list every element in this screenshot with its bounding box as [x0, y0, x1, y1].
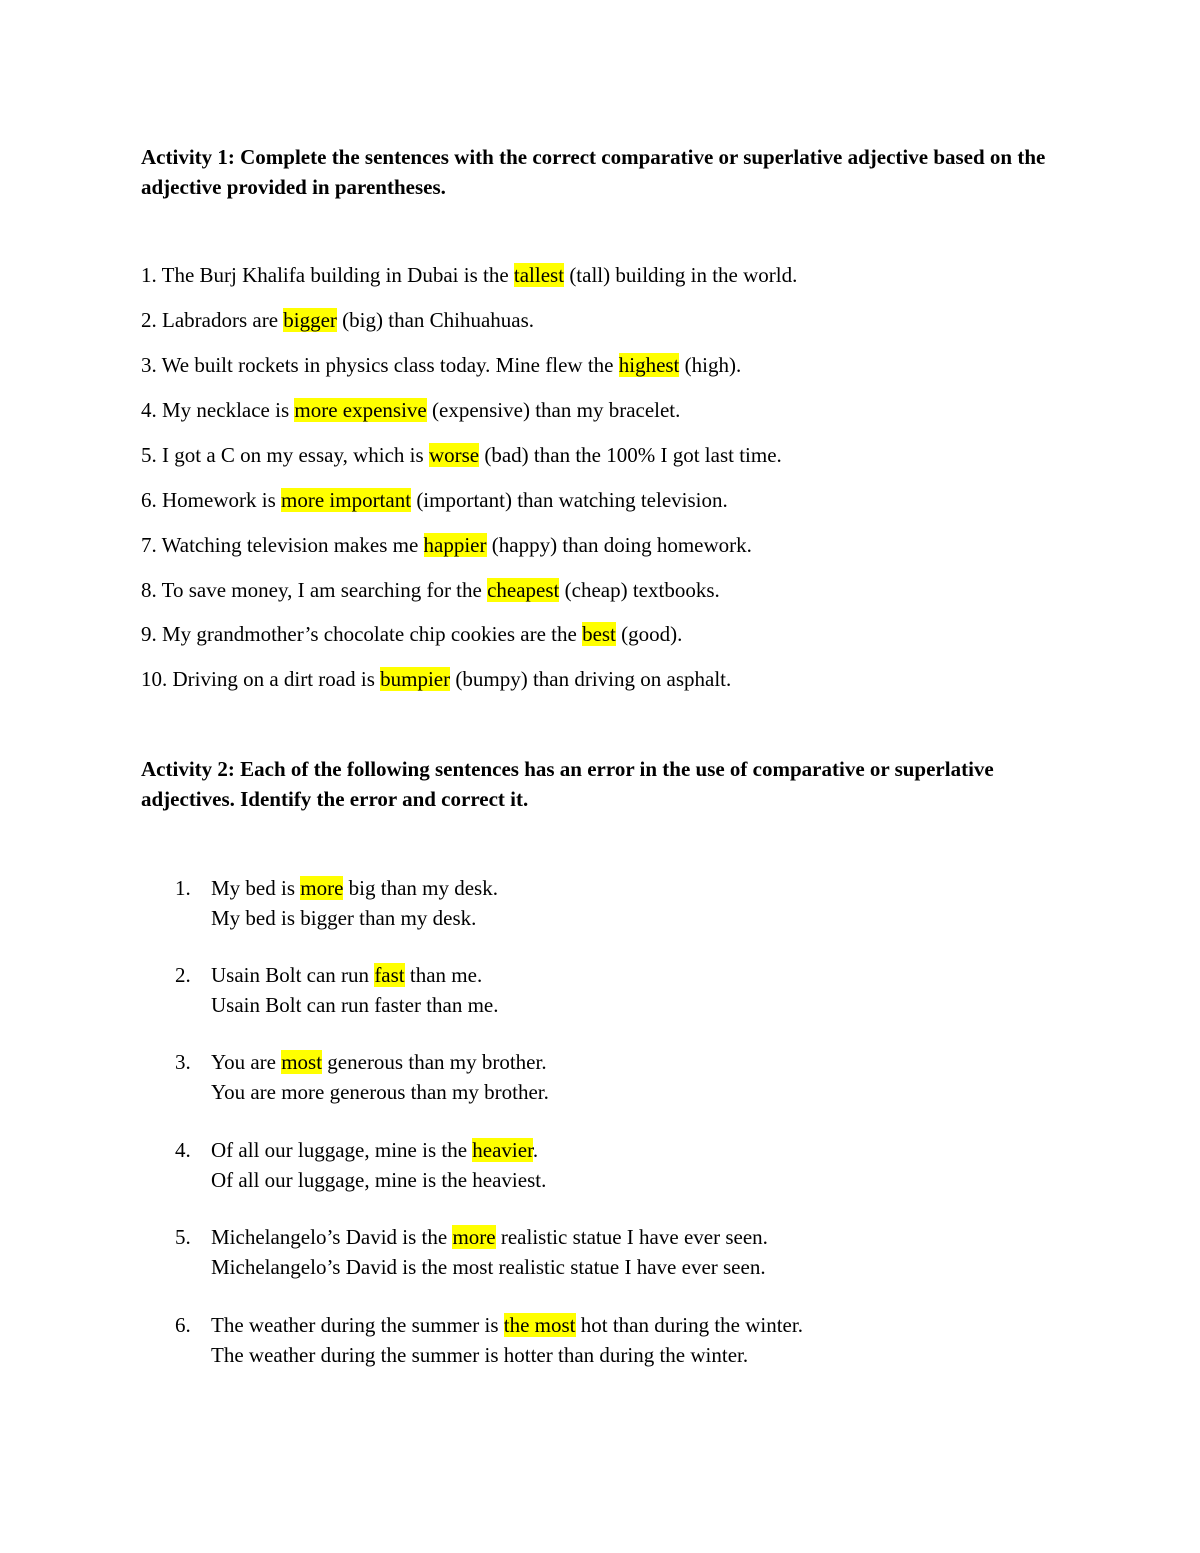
sentence-text: 9. My grandmother’s chocolate chip cookies are the: [141, 622, 583, 646]
sentence-text: (bad) than the 100% I got last time.: [479, 443, 782, 467]
sentence-text: .: [532, 1138, 539, 1162]
sentence-text: (good).: [615, 622, 683, 646]
highlighted-answer: highest: [618, 353, 680, 377]
activity-1-item: [141, 531, 752, 559]
highlighted-answer: cheapest: [487, 578, 560, 602]
highlighted-answer: bigger: [283, 308, 337, 332]
corrected-sentence: You are more generous than my brother.: [211, 1080, 549, 1104]
sentence-text: 4. My necklace is: [141, 398, 295, 422]
highlighted-answer: best: [582, 622, 616, 646]
incorrect-sentence: [211, 1310, 803, 1340]
sentence-text: than me.: [404, 963, 483, 987]
highlighted-error: more: [452, 1225, 496, 1249]
highlighted-answer: more expensive: [294, 398, 427, 422]
sentence-text: (high).: [679, 353, 742, 377]
item-number: 2.: [175, 963, 191, 987]
corrected-sentence: Of all our luggage, mine is the heaviest.: [211, 1168, 547, 1192]
sentence-text: hot than during the winter.: [575, 1313, 803, 1337]
sentence-text: (important) than watching television.: [411, 488, 728, 512]
sentence-text: 1. The Burj Khalifa building in Dubai is the: [141, 263, 514, 287]
highlighted-answer: worse: [428, 443, 480, 467]
sentence-text: (cheap) textbooks.: [559, 578, 720, 602]
highlighted-error: heavier: [472, 1138, 533, 1162]
sentence-text: (bumpy) than driving on asphalt.: [450, 667, 732, 691]
item-number: 1.: [175, 876, 191, 900]
highlighted-answer: tallest: [513, 263, 565, 287]
corrected-sentence: Usain Bolt can run faster than me.: [211, 993, 499, 1017]
sentence-text: The weather during the summer is: [211, 1313, 504, 1337]
highlighted-answer: happier: [423, 533, 487, 557]
sentence-text: My bed is: [211, 876, 301, 900]
sentence-text: realistic statue I have ever seen.: [495, 1225, 768, 1249]
sentence-text: big than my desk.: [343, 876, 498, 900]
activity-1-item: [141, 665, 731, 693]
sentence-text: (big) than Chihuahuas.: [336, 308, 535, 332]
item-number: 6.: [175, 1313, 191, 1337]
activity-1-item: [141, 620, 682, 648]
item-number: 5.: [175, 1225, 191, 1249]
sentence-text: 7. Watching television makes me: [141, 533, 424, 557]
item-number: 3.: [175, 1050, 191, 1074]
sentence-text: 5. I got a C on my essay, which is: [141, 443, 429, 467]
sentence-text: 2. Labradors are: [141, 308, 284, 332]
activity-1-item: [141, 576, 720, 604]
corrected-sentence: The weather during the summer is hotter than during the winter.: [211, 1343, 749, 1367]
activity-1-item: [141, 441, 782, 469]
incorrect-sentence: [211, 1047, 547, 1077]
item-number: 4.: [175, 1138, 191, 1162]
activity-1-item: [141, 306, 534, 334]
corrected-sentence: Michelangelo’s David is the most realistic statue I have ever seen.: [211, 1255, 766, 1279]
sentence-text: 8. To save money, I am searching for the: [141, 578, 488, 602]
activity-1-item: [141, 351, 741, 379]
highlighted-error: most: [281, 1050, 323, 1074]
corrected-sentence: My bed is bigger than my desk.: [211, 906, 477, 930]
sentence-text: 6. Homework is: [141, 488, 281, 512]
sentence-text: 3. We built rockets in physics class today. Mine flew the: [141, 353, 619, 377]
highlighted-error: fast: [374, 963, 405, 987]
sentence-text: Usain Bolt can run: [211, 963, 375, 987]
incorrect-sentence: [211, 873, 498, 903]
sentence-text: (happy) than doing homework.: [486, 533, 752, 557]
activity-1-item: [141, 261, 797, 289]
highlighted-answer: bumpier: [380, 667, 451, 691]
highlighted-error: the most: [503, 1313, 576, 1337]
incorrect-sentence: [211, 960, 482, 990]
sentence-text: (tall) building in the world.: [564, 263, 798, 287]
sentence-text: 10. Driving on a dirt road is: [141, 667, 381, 691]
incorrect-sentence: [211, 1135, 538, 1165]
highlighted-error: more: [300, 876, 344, 900]
sentence-text: (expensive) than my bracelet.: [426, 398, 681, 422]
sentence-text: Of all our luggage, mine is the: [211, 1138, 473, 1162]
activity-1-heading: Activity 1: Complete the sentences with the correct comparative or superlative adjective based on the adjective provided in parentheses.: [141, 145, 1046, 199]
activity-2-heading: Activity 2: Each of the following sentences has an error in the use of comparative or superlative adjectives. Identify the error and correct it.: [141, 757, 994, 811]
incorrect-sentence: [211, 1222, 768, 1252]
sentence-text: Michelangelo’s David is the: [211, 1225, 453, 1249]
activity-1-item: [141, 396, 680, 424]
activity-1-item: [141, 486, 728, 514]
highlighted-answer: more important: [281, 488, 412, 512]
sentence-text: You are: [211, 1050, 282, 1074]
sentence-text: generous than my brother.: [322, 1050, 547, 1074]
